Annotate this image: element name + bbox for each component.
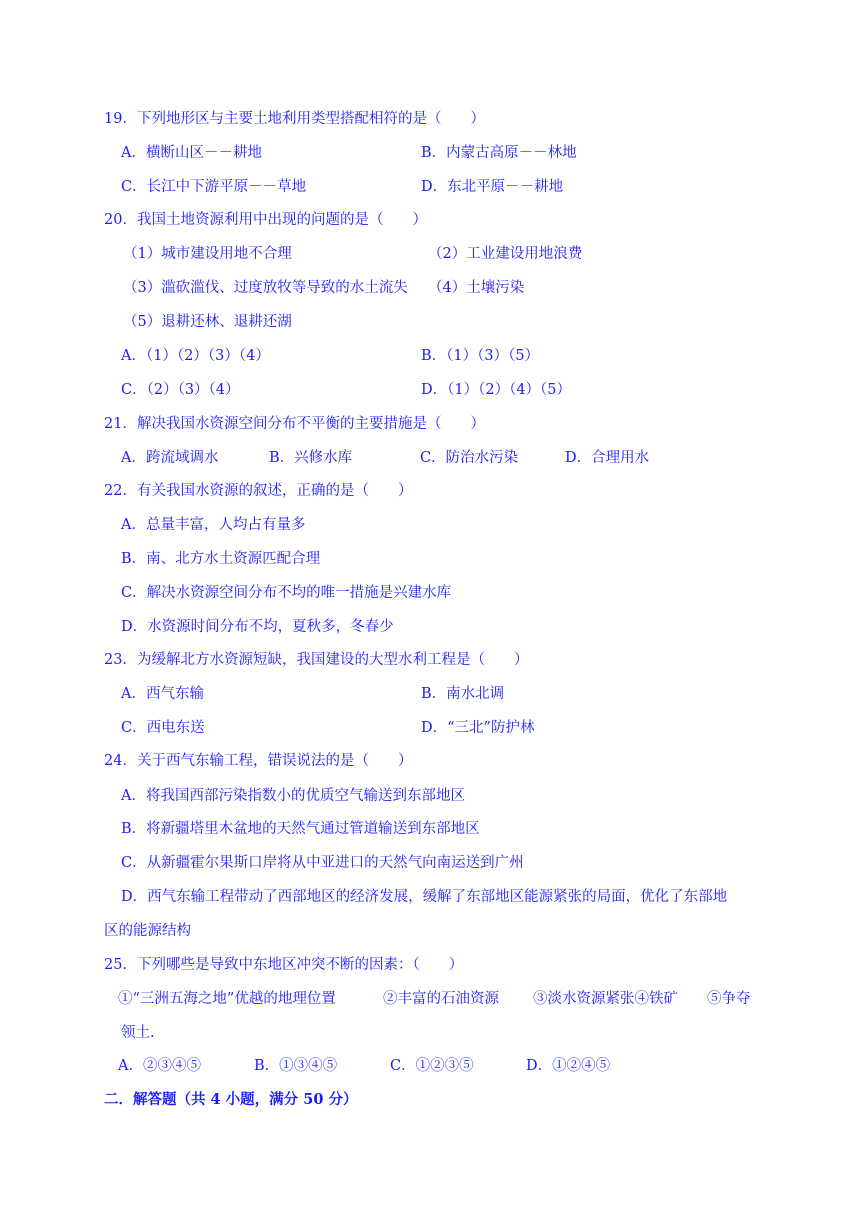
q19-option-c: C．长江中下游平原－－草地 [121, 179, 307, 195]
q21-option-c: C．防治水污染 [420, 450, 519, 466]
q22-option-d: D．水资源时间分布不均，夏秋多，冬春少 [121, 619, 394, 635]
section-heading: 二．解答题（共 4 小题，满分 50 分） [104, 1091, 358, 1108]
q23-option-c: C．西电东送 [121, 720, 205, 736]
q23-option-b: B．南水北调 [421, 686, 505, 702]
q19-option-a: A．横断山区－－耕地 [121, 145, 262, 161]
q24-option-d-continued: 区的能源结构 [104, 923, 191, 939]
q22-option-a: A．总量丰富，人均占有量多 [121, 517, 306, 533]
q24-option-a: A．将我国西部污染指数小的优质空气输送到东部地区 [121, 788, 465, 804]
q25-item-continued: 领土. [121, 1025, 155, 1041]
q19-option-b: B．内蒙古高原－－林地 [421, 145, 577, 161]
q20-option-b: B．（1）（3）（5） [421, 348, 540, 364]
question-22-stem: 22．有关我国水资源的叙述，正确的是（ ） [104, 483, 413, 499]
q22-option-c: C．解决水资源空间分布不均的唯一措施是兴建水库 [121, 585, 452, 601]
q24-option-b: B．将新疆塔里木盆地的天然气通过管道输送到东部地区 [121, 821, 480, 837]
q25-option-a: A．②③④⑤ [118, 1058, 201, 1074]
q23-option-d: D．“三北”防护林 [421, 720, 535, 736]
q20-option-d: D．（1）（2）（4）（5） [421, 382, 572, 398]
q20-item-4: （4）土壤污染 [428, 280, 525, 296]
q24-option-d: D．西气东输工程带动了西部地区的经济发展，缓解了东部地区能源紧张的局面，优化了东部地 [121, 889, 728, 905]
q25-option-b: B．①③④⑤ [254, 1058, 338, 1074]
question-25-stem: 25．下列哪些是导致中东地区冲突不断的因素：（ ） [104, 957, 464, 973]
q25-item-4: ⑤争夺 [707, 991, 751, 1007]
question-19-stem: 19．下列地形区与主要土地利用类型搭配相符的是（ ） [104, 111, 485, 127]
q21-option-d: D．合理用水 [565, 450, 650, 466]
q21-option-a: A．跨流域调水 [121, 450, 219, 466]
q22-option-b: B．南、北方水土资源匹配合理 [121, 551, 321, 567]
q20-item-5: （5）退耕还林、退耕还湖 [123, 314, 292, 330]
question-24-stem: 24．关于西气东输工程，错误说法的是（ ） [104, 753, 413, 769]
question-21-stem: 21．解决我国水资源空间分布不平衡的主要措施是（ ） [104, 416, 485, 432]
q20-item-2: （2）工业建设用地浪费 [428, 246, 583, 262]
q23-option-a: A．西气东输 [121, 686, 204, 702]
q25-item-2: ②丰富的石油资源 [383, 991, 499, 1007]
q20-option-a: A．（1）（2）（3）（4） [121, 348, 270, 364]
q21-option-b: B．兴修水库 [269, 450, 353, 466]
q25-item-1: ①“三洲五海之地”优越的地理位置 [118, 991, 336, 1007]
q24-option-c: C．从新疆霍尔果斯口岸将从中亚进口的天然气向南运送到广州 [121, 855, 524, 871]
question-23-stem: 23．为缓解北方水资源短缺，我国建设的大型水利工程是（ ） [104, 652, 529, 668]
q20-item-3: （3）滥砍滥伐、过度放牧等导致的水土流失 [123, 280, 408, 296]
q20-option-c: C．（2）（3）（4） [121, 382, 240, 398]
q25-item-3: ③淡水资源紧张④铁矿 [533, 991, 678, 1007]
q19-option-d: D．东北平原－－耕地 [421, 179, 564, 195]
q25-option-c: C．①②③⑤ [390, 1058, 474, 1074]
q25-option-d: D．①②④⑤ [526, 1058, 611, 1074]
q20-item-1: （1）城市建设用地不合理 [123, 246, 292, 262]
question-20-stem: 20．我国土地资源利用中出现的问题的是（ ） [104, 212, 427, 228]
